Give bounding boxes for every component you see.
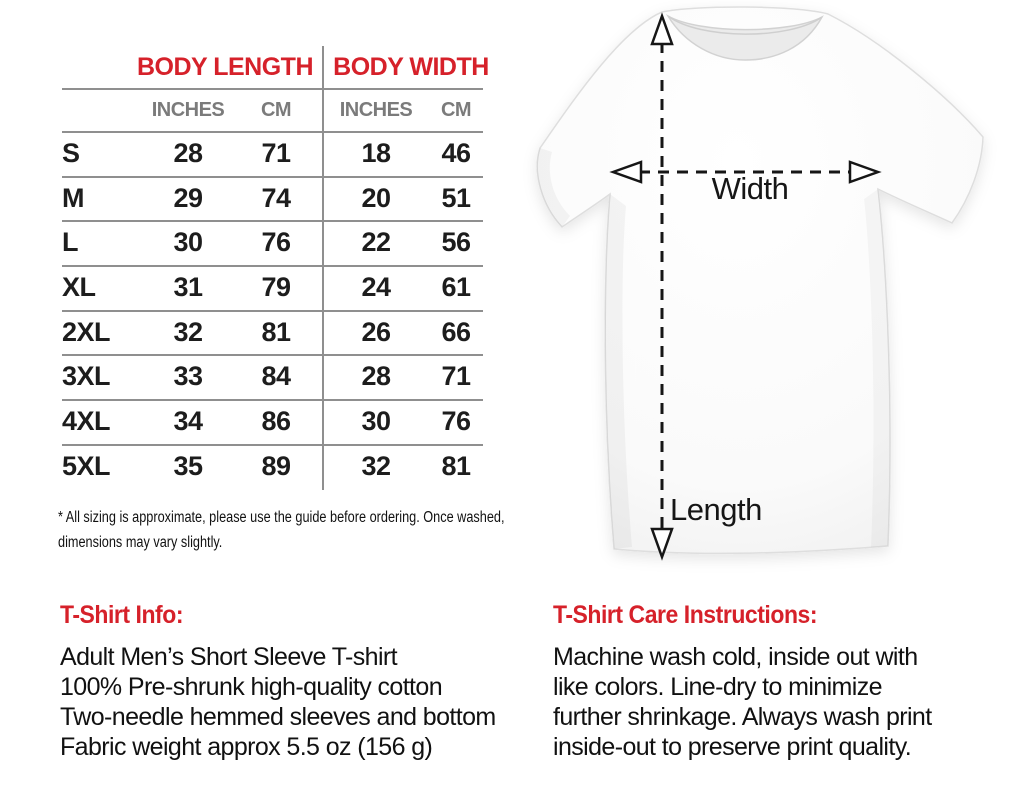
length-inches: 28 [173, 138, 203, 168]
column-group-body-width: BODY WIDTH [333, 53, 489, 81]
care-line-2: like colors. Line-dry to minimize [553, 673, 882, 701]
info-line-3: Two-needle hemmed sleeves and bottom [60, 703, 496, 731]
size-label: 5XL [62, 451, 111, 481]
width-cm: 46 [441, 138, 471, 168]
length-inches: 32 [173, 317, 203, 347]
tshirt-info-section [60, 601, 560, 762]
subheader-cm-width: CM [440, 99, 472, 121]
care-line-1: Machine wash cold, inside out with [553, 643, 918, 671]
table-row-2xl [0, 310, 520, 355]
footnote-line-1: * All sizing is approximate, please use the guide before ordering. Once washed, [58, 509, 505, 526]
length-cm: 86 [261, 406, 291, 436]
info-line-2: 100% Pre-shrunk high-quality cotton [60, 673, 443, 701]
footnote-line-2: dimensions may vary slightly. [58, 534, 223, 551]
size-label: 3XL [62, 361, 111, 391]
table-row-4xl [0, 399, 520, 444]
width-inches: 28 [361, 361, 391, 391]
size-label: XL [62, 272, 96, 302]
width-cm: 76 [441, 406, 471, 436]
size-chart-table [0, 0, 520, 500]
size-label: L [62, 227, 78, 257]
length-cm: 84 [261, 361, 291, 391]
length-cm: 74 [261, 183, 291, 213]
length-inches: 33 [173, 361, 203, 391]
width-cm: 56 [441, 227, 471, 257]
care-title: T-Shirt Care Instructions: [553, 601, 818, 629]
width-cm: 71 [441, 361, 471, 391]
table-row-3xl [0, 354, 520, 399]
tshirt-silhouette [537, 7, 983, 553]
width-cm: 81 [441, 451, 471, 481]
length-cm: 89 [261, 451, 291, 481]
width-cm: 66 [441, 317, 471, 347]
width-inches: 26 [361, 317, 391, 347]
width-cm: 51 [441, 183, 471, 213]
care-instructions-section [553, 601, 1023, 762]
length-inches: 34 [173, 406, 203, 436]
care-line-3: further shrinkage. Always wash print [553, 703, 932, 731]
size-label: M [62, 183, 84, 213]
width-inches: 22 [361, 227, 391, 257]
length-inches: 29 [173, 183, 203, 213]
table-row-xl [0, 265, 520, 310]
tshirt-photo [537, 7, 983, 553]
width-inches: 30 [361, 406, 391, 436]
table-rule [62, 88, 483, 90]
subheader-cm-length: CM [260, 99, 292, 121]
subheader-inches-length: INCHES [151, 99, 225, 121]
tshirt-measurement-diagram [500, 0, 1024, 595]
length-cm: 79 [261, 272, 291, 302]
length-inches: 31 [173, 272, 203, 302]
width-inches: 32 [361, 451, 391, 481]
sizing-footnote [58, 505, 550, 555]
length-inches: 30 [173, 227, 203, 257]
info-line-1: Adult Men’s Short Sleeve T-shirt [60, 643, 397, 671]
width-cm: 61 [441, 272, 471, 302]
length-cm: 76 [261, 227, 291, 257]
width-inches: 18 [361, 138, 391, 168]
size-label: 2XL [62, 317, 111, 347]
length-inches: 35 [173, 451, 203, 481]
table-row-s [0, 131, 520, 176]
width-inches: 24 [361, 272, 391, 302]
info-line-4: Fabric weight approx 5.5 oz (156 g) [60, 733, 433, 761]
width-label: Width [711, 171, 789, 206]
table-row-m [0, 176, 520, 221]
table-row-5xl [0, 444, 520, 489]
subheader-inches-width: INCHES [339, 99, 413, 121]
size-label: 4XL [62, 406, 111, 436]
info-title: T-Shirt Info: [60, 601, 184, 629]
table-row-l [0, 220, 520, 265]
column-group-body-length: BODY LENGTH [137, 53, 313, 81]
care-line-4: inside-out to preserve print quality. [553, 733, 912, 761]
length-cm: 71 [261, 138, 291, 168]
length-cm: 81 [261, 317, 291, 347]
length-label: Length [670, 492, 762, 527]
width-inches: 20 [361, 183, 391, 213]
size-label: S [62, 138, 80, 168]
